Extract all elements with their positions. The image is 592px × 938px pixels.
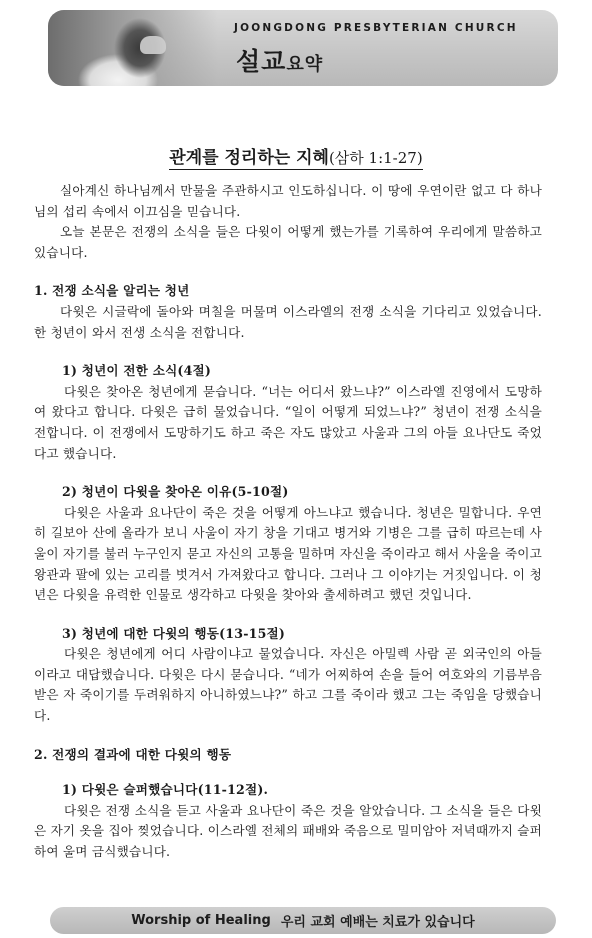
subsection-2-1-body: 다윗은 전쟁 소식을 듣고 사울과 요나단이 죽은 것을 알았습니다. 그 소식을 들은 다윗은 자기 옷을 집아 찢었습니다. 이스라엘 전체의 패배와 죽음으로 밀미암아 저녁때까지 슬퍼하여 울며 금식했습니다. (34, 802, 542, 860)
folded-hands-graphic (140, 36, 166, 54)
title-small: 요약 (286, 54, 324, 75)
intro-paragraph-1: 실아계신 하나님께서 만물을 주관하시고 인도하십니다. 이 땅에 우연이란 없고 다 하나님의 섭리 속에서 이끄심을 믿습니다. (34, 183, 542, 219)
subsection-1-3-heading: 3) 청년에 대한 다윗의 행동(13-15절) (62, 625, 286, 641)
footer-banner (50, 907, 556, 934)
praying-person-photo (48, 10, 218, 86)
subsection-1-1-heading: 1) 청년이 전한 소식(4절) (62, 363, 212, 379)
header-banner (48, 10, 558, 86)
section-1-heading: 1. 전쟁 소식을 알리는 청년 (34, 283, 190, 299)
sermon-title-main (169, 148, 422, 170)
sermon-title-text: 관계를 정리하는 지혜 (169, 148, 329, 168)
footer-korean: 우리 교회 예배는 치료가 있습니다 (280, 915, 475, 930)
footer-english: Worship of Healing (131, 913, 271, 928)
intro-paragraph-2: 오늘 본문은 전쟁의 소식을 들은 다윗이 어떻게 했는가를 기록하여 우리에게 말씀하고 있습니다. (34, 224, 542, 260)
scripture-reference: (삼하 1:1-27) (328, 149, 423, 167)
subsection-2-1-heading: 1) 다윗은 슬퍼했습니다(11-12절). (62, 782, 269, 798)
bulletin-section-title (236, 42, 323, 78)
subsection-1-2-body: 다윗은 사울과 요나단이 죽은 것을 어떻게 아느냐고 했습니다. 청년은 밀합니다. 우연히 길보아 산에 올라가 보니 사울이 자기 창을 기대고 병거와 기병은 그를 급히 따르는데 사울이 자기를 불러 누구인지 묻고 자신의 고통을 밀하며 자신을 죽이라고 해서 사울을 죽이고 왕관과 팔에 있는 고리를 벗겨서 가져왔다고 합니다. 그러나 그 이야기는 거짓입니다. 이 청년은 다윗을 유력한 인물로 생각하고 다윗을 찾아와 출세하려고 했던 것입니다. (34, 504, 542, 603)
section-1-body: 다윗은 시글락에 돌아와 며칠을 머물며 이스라엘의 전쟁 소식을 기다리고 있었습니다. 한 청년이 와서 전생 소식을 전합니다. (34, 303, 542, 340)
church-name: JOONGDONG PRESBYTERIAN CHURCH (234, 22, 518, 34)
subsection-1-2-heading: 2) 청년이 다윗을 찾아온 이유(5-10절) (62, 484, 289, 500)
subsection-1-1-body: 다윗은 찾아온 청년에게 묻습니다. “너는 어디서 왔느냐?” 이스라엘 진영에서 도망하여 왔다고 합니다. 다윗은 급히 물었습니다. “일이 어떻게 되었느냐?” 청년이 전쟁 소식을 전합니다. 이 전쟁에서 도망하기도 하고 죽은 자도 많았고 사울과 그의 아들 요나단도 죽었다고 했습니다. (34, 383, 542, 461)
sermon-summary-body (34, 181, 542, 863)
sermon-title (0, 143, 592, 168)
title-big: 설교 (236, 47, 287, 76)
subsection-1-3-body: 다윗은 청년에게 어디 사람이냐고 물었습니다. 자신은 아밀렉 사람 곧 외국인의 아들이라고 대답했습니다. 다윗은 다시 묻습니다. “네가 어찌하여 손을 들어 여호와의 기름부음 받은 자 죽이기를 두려워하지 아니하였느냐?” 하고 그를 죽이라 했고 그는 죽임을 당했습니다. (34, 646, 542, 724)
section-2-heading: 2. 전쟁의 결과에 대한 다윗의 행동 (34, 746, 232, 762)
